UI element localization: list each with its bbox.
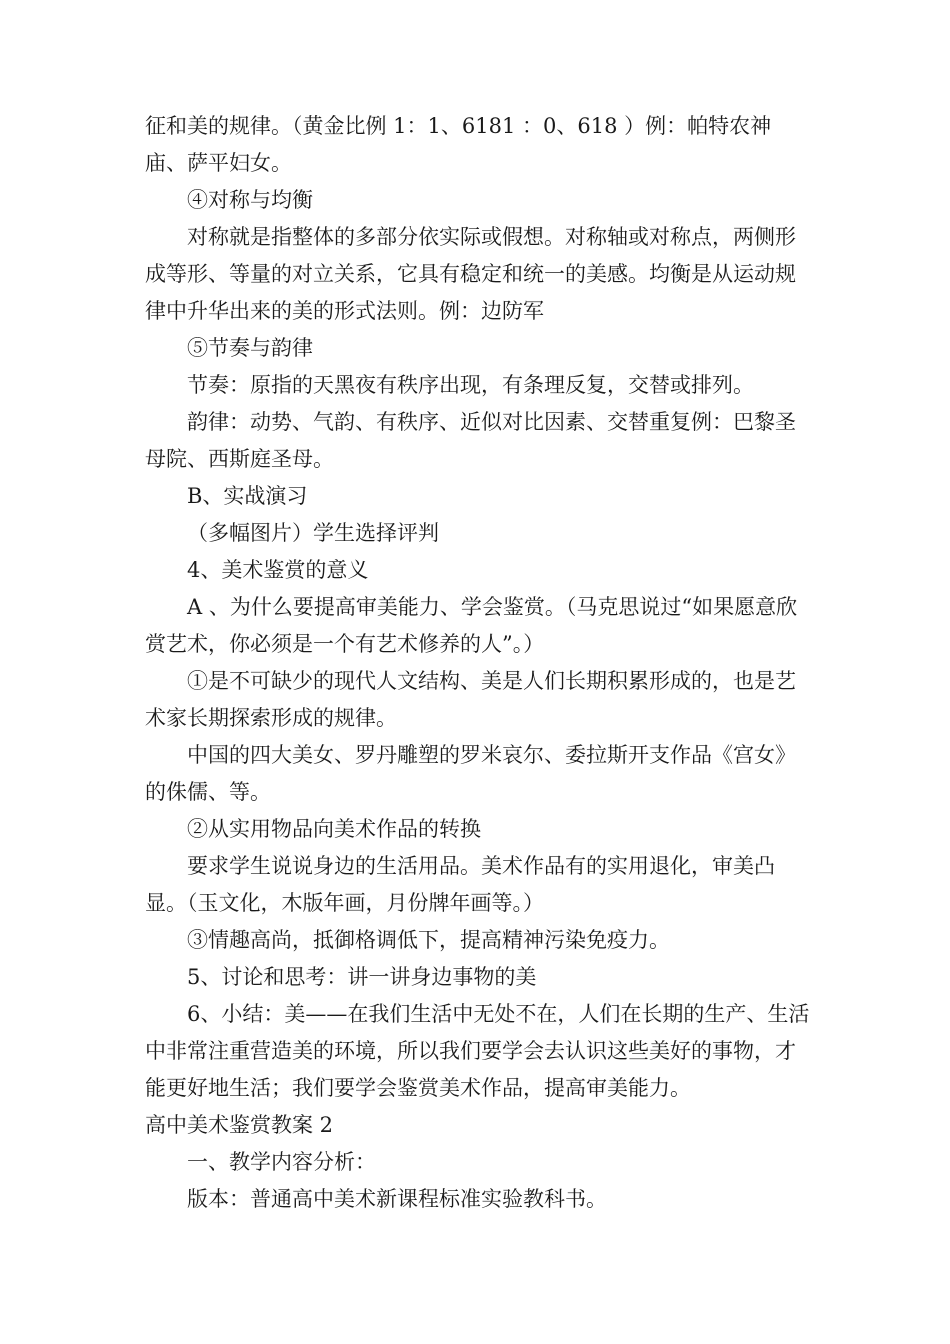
paragraph-rhythm: 节奏：原指的天黑夜有秩序出现，有条理反复，交替或排列。	[187, 373, 754, 397]
heading-symmetry-balance: ④对称与均衡	[187, 188, 313, 212]
document-page	[145, 108, 810, 1218]
heading-rhythm: ⑤节奏与韵律	[187, 336, 313, 360]
paragraph-summary: 6、小结：美——在我们生活中无处不在，人们在长期的生产、生活中非常注重营造美的环境，所以我们要学会去认识这些美好的事物，才能更好地生活；我们要学会鉴赏美术作品，提高审美能力。	[145, 1002, 810, 1100]
paragraph-point-3: ③情趣高尚，抵御格调低下，提高精神污染免疫力。	[187, 928, 670, 952]
heading-discussion: 5、讨论和思考：讲一讲身边事物的美	[187, 965, 537, 989]
paragraph-daily-items: 要求学生说说身边的生活用品。美术作品有的实用退化，审美凸显。（玉文化，木版年画，月份牌年画等。）	[145, 854, 775, 915]
section-title-lesson-2: 高中美术鉴赏教案 2	[145, 1113, 334, 1137]
paragraph-examples: 中国的四大美女、罗丹雕塑的罗米哀尔、委拉斯开支作品《宫女》的侏儒、等。	[145, 743, 796, 804]
paragraph-cadence: 韵律：动势、气韵、有秩序、近似对比因素、交替重复例：巴黎圣母院、西斯庭圣母。	[145, 410, 796, 471]
paragraph-edition: 版本：普通高中美术新课程标准实验教科书。	[187, 1187, 607, 1211]
paragraph-symmetry: 对称就是指整体的多部分依实际或假想。对称轴或对称点，两侧形成等形、等量的对立关系，它具有稳定和统一的美感。均衡是从运动规律中升华出来的美的形式法则。例：边防军	[145, 225, 796, 323]
heading-content-analysis: 一、教学内容分析：	[187, 1150, 376, 1174]
heading-practice: B、实战演习	[187, 484, 308, 508]
paragraph-why-aesthetic: A 、为什么要提高审美能力、学会鉴赏。（马克思说过“如果愿意欣赏艺术，你必须是一个有艺术修养的人”。）	[145, 595, 798, 656]
paragraph-golden-ratio: 征和美的规律。（黄金比例 1：1、6181 ：0、618 ）例：帕特农神庙、萨平妇女。	[145, 114, 772, 175]
heading-point-2: ②从实用物品向美术作品的转换	[187, 817, 481, 841]
heading-significance: 4、美术鉴赏的意义	[187, 558, 369, 582]
paragraph-student-review: （多幅图片）学生选择评判	[187, 521, 439, 545]
paragraph-point-1: ①是不可缺少的现代人文结构、美是人们长期积累形成的，也是艺术家长期探索形成的规律。	[145, 669, 796, 730]
